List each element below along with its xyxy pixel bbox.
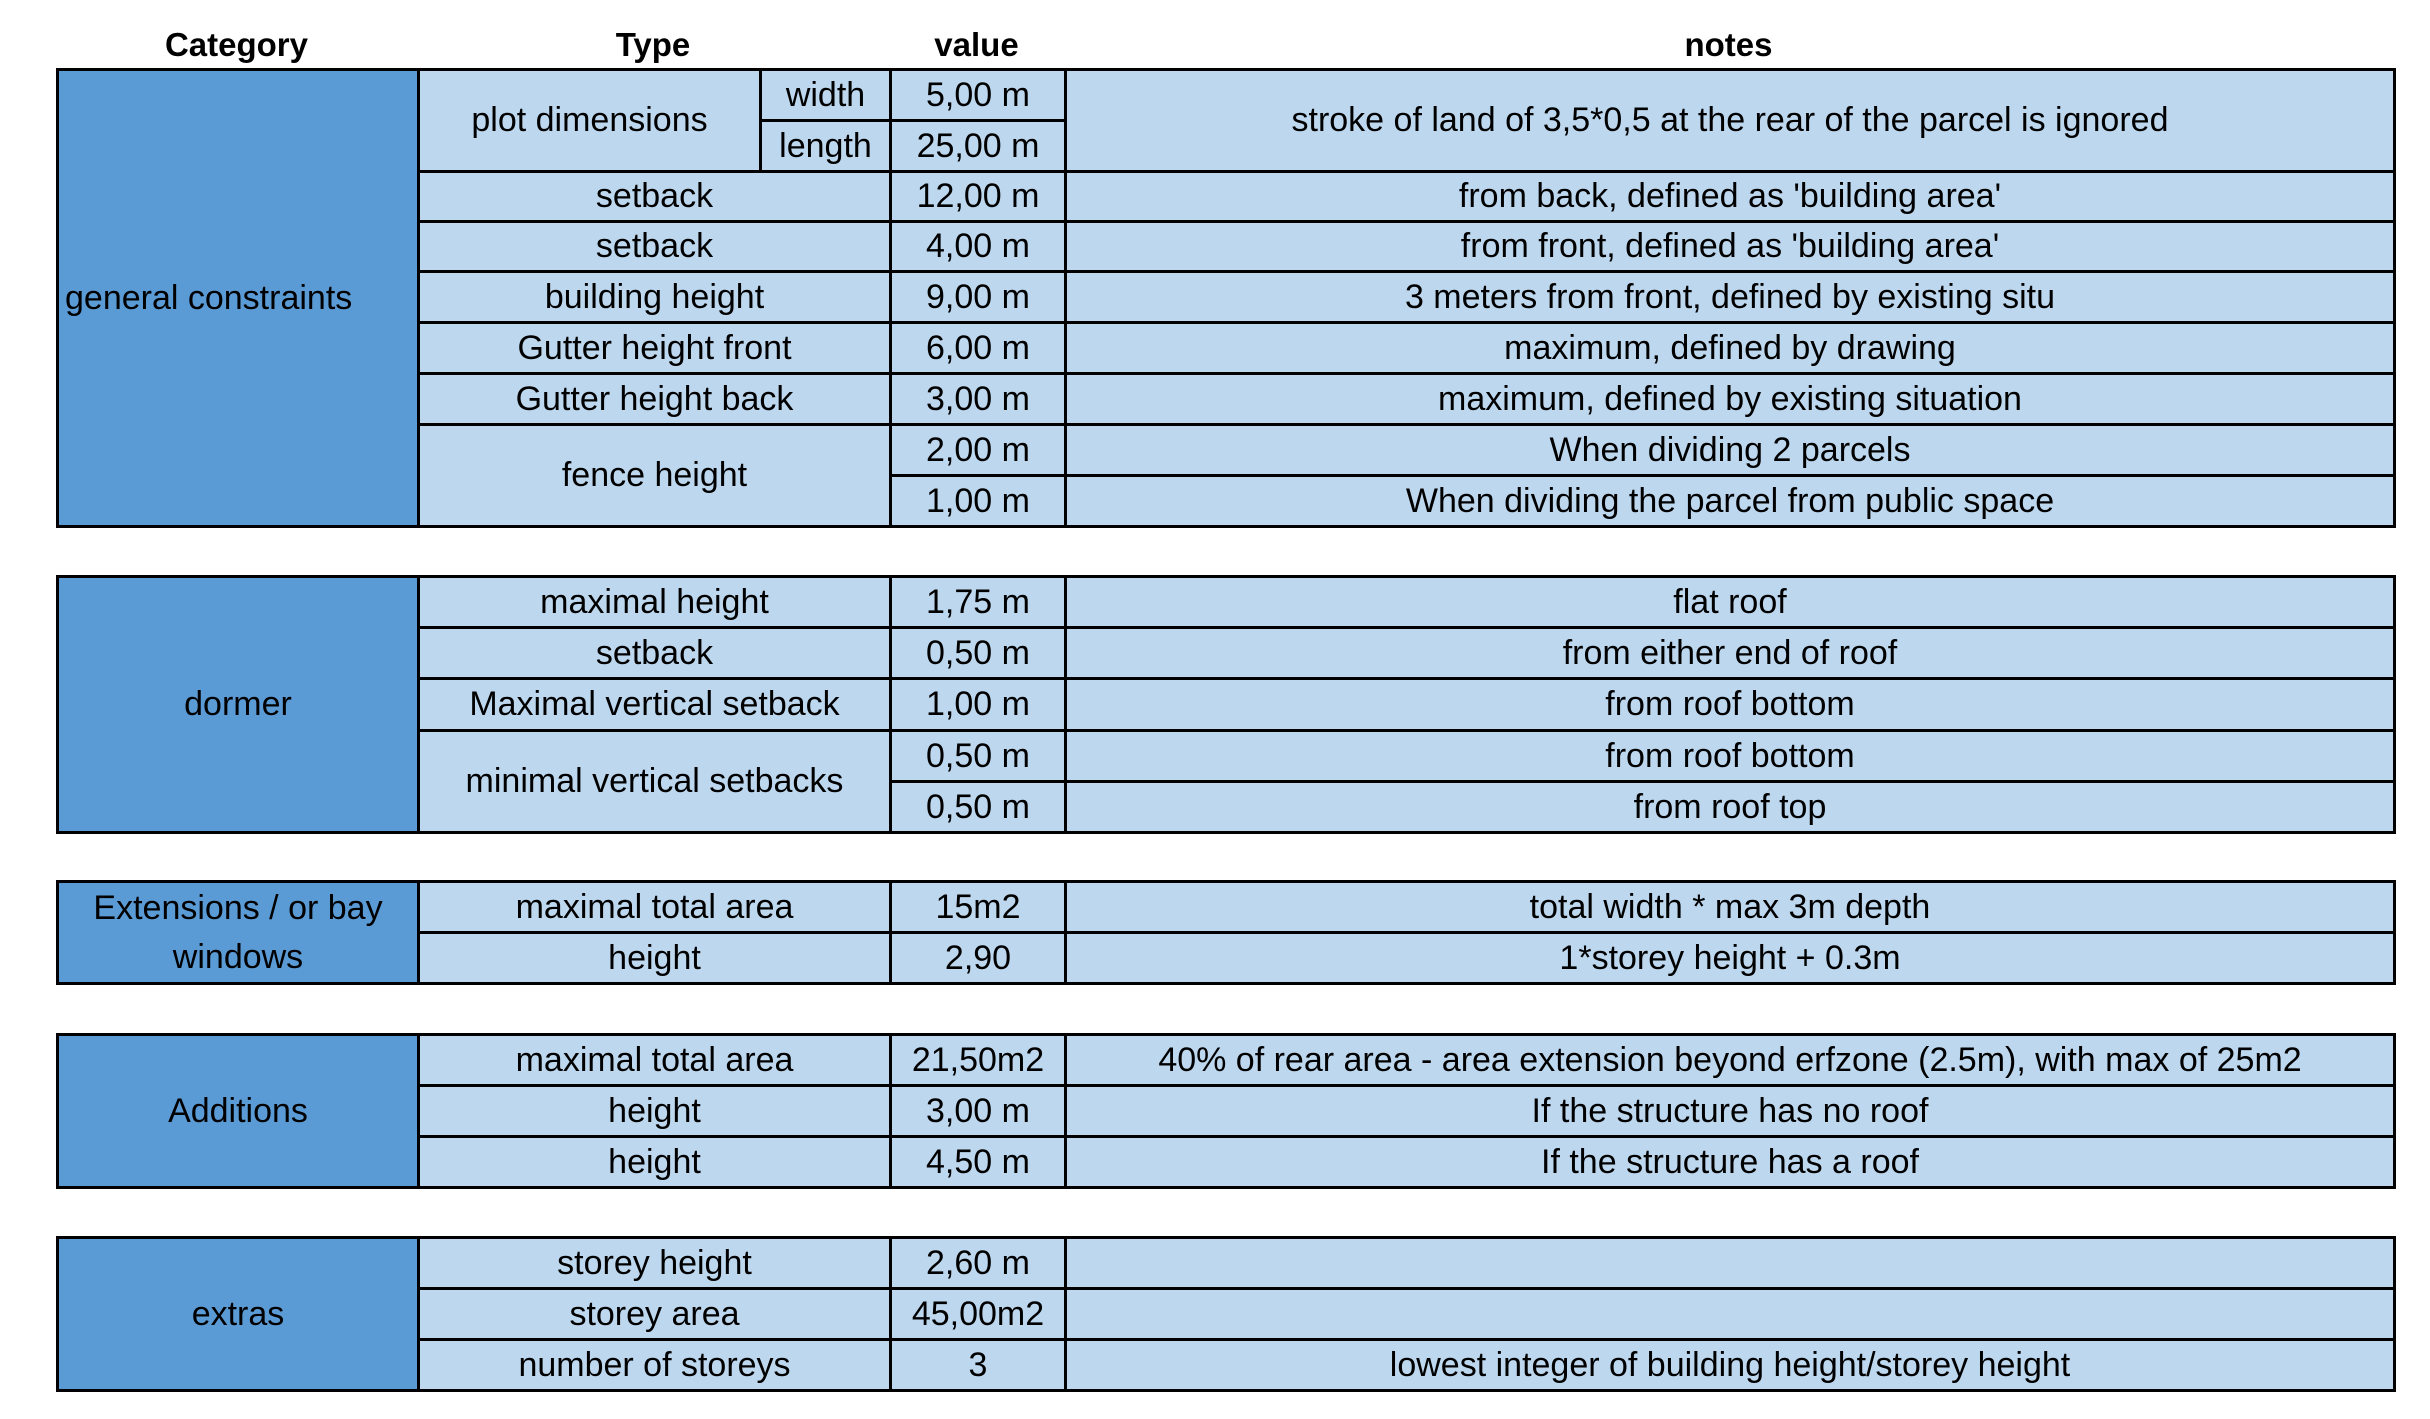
table-row — [58, 577, 2395, 628]
table-additions — [56, 1033, 2396, 1189]
type-cell: maximal total area — [419, 1035, 891, 1086]
category-cell: dormer — [58, 577, 419, 833]
value-cell: 1,00 m — [891, 679, 1066, 731]
table-row — [58, 882, 2395, 933]
type-cell: maximal total area — [419, 882, 891, 933]
type-cell: storey height — [419, 1238, 891, 1289]
notes-cell: from front, defined as 'building area' — [1066, 222, 2395, 272]
notes-cell: maximum, defined by drawing — [1066, 323, 2395, 374]
table-general-constraints — [56, 68, 2396, 528]
type-cell: setback — [419, 172, 891, 222]
notes-cell: 40% of rear area - area extension beyond erfzone (2.5m), with max of 25m2 — [1066, 1035, 2395, 1086]
type-cell: number of storeys — [419, 1340, 891, 1391]
notes-cell: If the structure has a roof — [1066, 1137, 2395, 1188]
notes-cell: stroke of land of 3,5*0,5 at the rear of the parcel is ignored — [1066, 70, 2395, 172]
value-cell: 9,00 m — [891, 272, 1066, 323]
type-cell: Gutter height back — [419, 374, 891, 425]
value-cell: 45,00m2 — [891, 1289, 1066, 1340]
header-value: value — [934, 26, 1019, 63]
notes-cell: maximum, defined by existing situation — [1066, 374, 2395, 425]
category-cell: general constraints — [58, 70, 419, 527]
type-cell: height — [419, 1086, 891, 1137]
value-cell: 25,00 m — [891, 121, 1066, 172]
subtype-cell: width — [761, 70, 891, 121]
value-cell: 1,00 m — [891, 476, 1066, 527]
header-type: Type — [615, 26, 691, 63]
notes-cell: lowest integer of building height/storey height — [1066, 1340, 2395, 1391]
notes-cell: If the structure has no roof — [1066, 1086, 2395, 1137]
value-cell: 3 — [891, 1340, 1066, 1391]
type-cell: height — [419, 1137, 891, 1188]
type-cell: plot dimensions — [419, 70, 761, 172]
type-cell: height — [419, 933, 891, 984]
table-extras — [56, 1236, 2396, 1392]
table-row — [58, 1035, 2395, 1086]
value-cell: 0,50 m — [891, 731, 1066, 782]
notes-cell: from back, defined as 'building area' — [1066, 172, 2395, 222]
value-cell: 2,00 m — [891, 425, 1066, 476]
notes-cell: When dividing the parcel from public space — [1066, 476, 2395, 527]
notes-cell: from roof top — [1066, 782, 2395, 833]
table-row — [58, 1238, 2395, 1289]
value-cell: 3,00 m — [891, 1086, 1066, 1137]
value-cell: 0,50 m — [891, 628, 1066, 679]
notes-cell: 1*storey height + 0.3m — [1066, 933, 2395, 984]
value-cell: 1,75 m — [891, 577, 1066, 628]
notes-cell — [1066, 1238, 2395, 1289]
value-cell: 4,50 m — [891, 1137, 1066, 1188]
value-cell: 2,60 m — [891, 1238, 1066, 1289]
value-cell: 15m2 — [891, 882, 1066, 933]
table-row — [58, 70, 2395, 121]
type-cell: setback — [419, 628, 891, 679]
type-cell: Gutter height front — [419, 323, 891, 374]
notes-cell: total width * max 3m depth — [1066, 882, 2395, 933]
header-notes: notes — [1684, 26, 1773, 63]
value-cell: 6,00 m — [891, 323, 1066, 374]
category-cell: extras — [58, 1238, 419, 1391]
notes-cell: from either end of roof — [1066, 628, 2395, 679]
notes-cell: flat roof — [1066, 577, 2395, 628]
notes-cell: from roof bottom — [1066, 731, 2395, 782]
value-cell: 2,90 — [891, 933, 1066, 984]
value-cell: 0,50 m — [891, 782, 1066, 833]
value-cell: 5,00 m — [891, 70, 1066, 121]
type-cell: fence height — [419, 425, 891, 527]
subtype-cell: length — [761, 121, 891, 172]
value-cell: 12,00 m — [891, 172, 1066, 222]
value-cell: 21,50m2 — [891, 1035, 1066, 1086]
category-cell: Additions — [58, 1035, 419, 1188]
table-dormer — [56, 575, 2396, 834]
type-cell: minimal vertical setbacks — [419, 731, 891, 833]
value-cell: 4,00 m — [891, 222, 1066, 272]
notes-cell: 3 meters from front, defined by existing situ — [1066, 272, 2395, 323]
type-cell: building height — [419, 272, 891, 323]
notes-cell: from roof bottom — [1066, 679, 2395, 731]
type-cell: Maximal vertical setback — [419, 679, 891, 731]
type-cell: storey area — [419, 1289, 891, 1340]
notes-cell: When dividing 2 parcels — [1066, 425, 2395, 476]
value-cell: 3,00 m — [891, 374, 1066, 425]
category-cell: Extensions / or bay windows — [58, 882, 419, 984]
type-cell: setback — [419, 222, 891, 272]
table-extensions — [56, 880, 2396, 985]
header-category: Category — [164, 26, 309, 63]
type-cell: maximal height — [419, 577, 891, 628]
notes-cell — [1066, 1289, 2395, 1340]
